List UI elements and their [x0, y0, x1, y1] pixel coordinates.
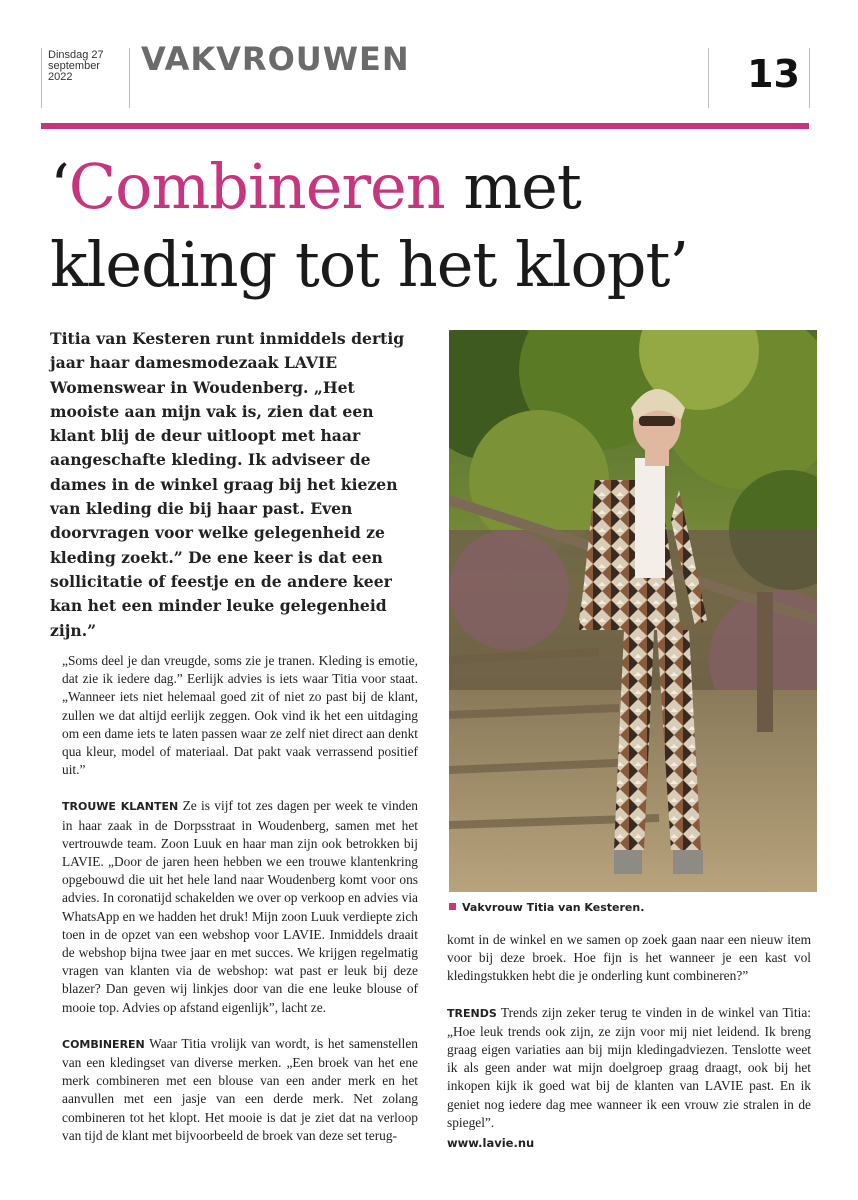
kicker-combineren: COMBINEREN	[62, 1037, 145, 1051]
lead-paragraph: Titia van Kesteren runt inmiddels dertig jaar haar damesmodezaak LAVIE Womenswear in Woudenberg. „Het mooiste aan mijn vak is, zien dat een klant blij de deur uitloopt met haar aangeschafte kleding. Ik adviseer de dames in de winkel graag bij het kiezen van kleding die bij haar past. Even doorvragen voor welke gelegenheid ze kleding zoekt.” De ene keer is dat een sollicitatie of feestje en de andere keer kan het een minder leuke gelegenheid zijn.”	[50, 329, 405, 640]
header-divider-left	[41, 48, 42, 108]
header-divider-mid	[129, 48, 130, 108]
body-paragraph-1: „Soms deel je dan vreugde, soms zie je tranen. Kleding is emotie, dat zie ik iedere dag.” Eerlijk advies is iets waar Titia voor staat. „Wanneer iets niet helemaal goed zit of niet zo past bij de klant, zullen we dat altijd eerlijk zeggen. Ook vind ik het een uitdaging om een dame iets te laten passen waar ze zelf niet direct aan denkt qua kleur, model of materiaal. Dat pakt vaak verrassend positief uit.”	[62, 653, 418, 778]
headline-quote: ‘	[50, 150, 69, 223]
headline-highlight: Combineren	[68, 150, 445, 223]
body-paragraph-3-text: Waar Titia vrolijk van wordt, is het samenstellen van een kledingset van diverse merken. „Een broek van het ene merk combineren met een blouse van een ander merk en het aanvullen met een jasje van een derde merk. Net zolang combineren tot het klopt. Het mooie is dat je ziet dat na verloop van tijd de klant met bijvoorbeeld de broek van deze set terug-	[62, 1035, 418, 1143]
header-divider-right	[708, 48, 709, 108]
date-weekday: Dinsdag 27	[48, 49, 104, 61]
date-year: 2022	[48, 71, 73, 83]
body-paragraph-3	[62, 1035, 418, 1145]
caption-text: Vakvrouw Titia van Kesteren.	[462, 901, 645, 914]
body-paragraph-2	[62, 797, 418, 1016]
headline-line2: kleding tot het klopt’	[50, 228, 689, 301]
body-paragraph-2-text: Ze is vijf tot zes dagen per week te vinden in haar zaak in de Dorpsstraat in Woudenberg, samen met het vertrouwde team. Zoon Luuk en haar man zijn ook betrokken bij LAVIE. „Door de jaren heen hebben we een trouwe klantenkring opgebouwd die uit het hele land naar Woudenberg komt voor ons advies. In coronatijd schakelden we over op verkoop en advies via WhatsApp en we hadden het druk! Mijn zoon Luuk verdiepte zich toen in de opzet van een webshop voor LAVIE. Inmiddels draait de webshop bijna twee jaar en met succes. We krijgen regelmatig vragen van klanten via de webshop: wat past er leuk bij deze blazer? Dan geven wij linkjes door van die ene leuke blouse of mooie top. Advies op afstand eigenlijk”, lacht ze.	[62, 798, 418, 1015]
body-paragraph-5	[447, 1004, 811, 1132]
caption-marker	[449, 903, 456, 910]
header-divider-edge	[809, 48, 810, 108]
page-number: 13	[747, 52, 800, 96]
photo-caption	[449, 901, 644, 914]
article-column-1	[62, 652, 418, 1163]
body-paragraph-4: komt in de winkel en we samen op zoek gaan naar een nieuw item voor bij deze broek. Hoe fijn is het wanneer je een kast vol kledingstukken hebt die je onderling kunt combineren?”	[447, 932, 811, 984]
headline-rest: met	[444, 150, 581, 223]
headline-line1	[50, 148, 830, 226]
date-month: september	[48, 60, 100, 72]
photo-illustration	[449, 330, 817, 892]
header-rule	[41, 123, 809, 129]
body-paragraph-5-text: Trends zijn zeker terug te vinden in de winkel van Titia: „Hoe leuk trends ook zijn, ze zijn voor mij niet leidend. Ik breng graag eigen variaties aan bij mijn kledingadviezen. Tenslotte weet ik als geen ander wat mijn doelgroep graag draagt, ook bij het inkopen kijk ik goed wat bij de klanten van LAVIE past. En ik geniet nog iedere dag mee wanneer ik een vrouw zie stralen in de spiegel”.	[447, 1004, 811, 1130]
article-column-2	[447, 931, 811, 1152]
website-link[interactable]: www.lavie.nu	[447, 1136, 535, 1151]
kicker-trends: TRENDS	[447, 1006, 497, 1020]
issue-date	[48, 50, 128, 83]
portrait-photo	[449, 330, 817, 892]
headline	[50, 148, 830, 304]
section-title: VAKVROUWEN	[141, 40, 410, 78]
kicker-trouwe-klanten: TROUWE KLANTEN	[62, 800, 179, 814]
